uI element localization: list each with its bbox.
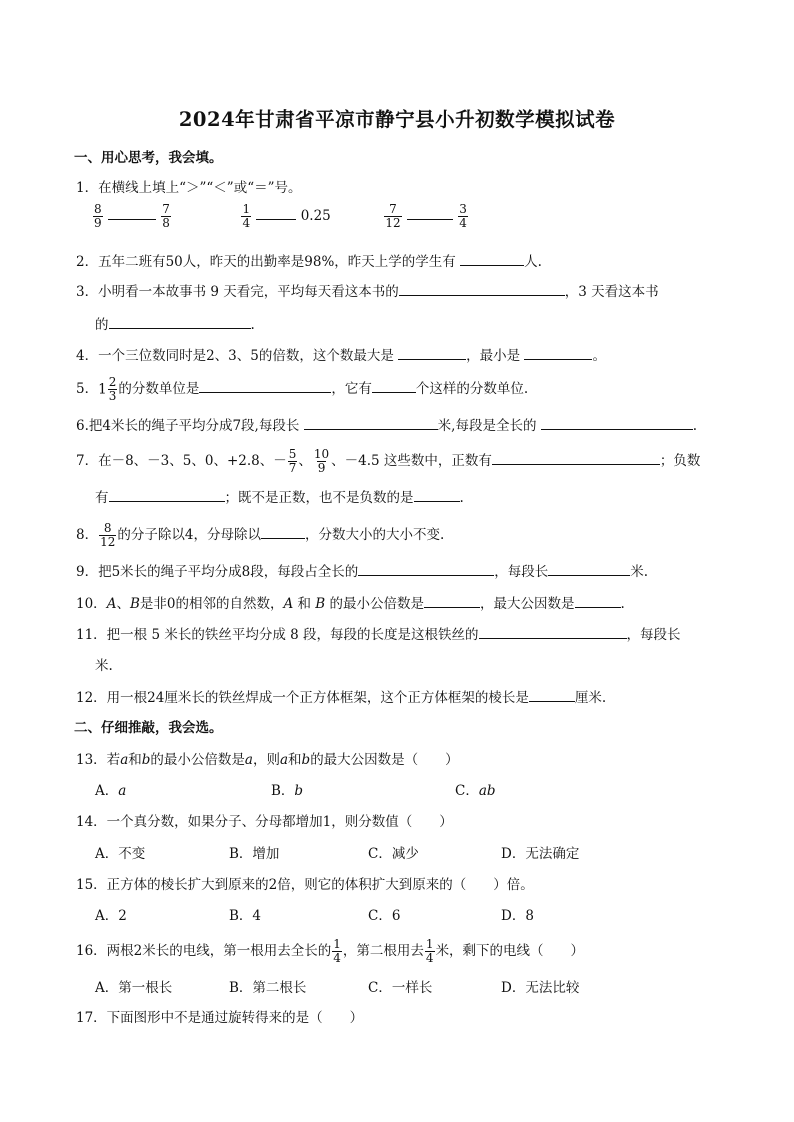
option-a[interactable]: A．2: [95, 908, 127, 924]
answer-blank[interactable]: [424, 594, 480, 608]
answer-blank[interactable]: [108, 206, 156, 220]
answer-blank[interactable]: [399, 282, 565, 296]
question-11: 11．把一根 5 米长的铁丝平均分成 8 段，每段的长度是这根铁丝的 ，每段长: [76, 627, 681, 643]
answer-blank[interactable]: [261, 525, 305, 539]
section-2-heading: 二、仔细推敲，我会选。: [74, 720, 223, 736]
answer-blank[interactable]: [304, 416, 438, 430]
option-b[interactable]: B．b: [271, 783, 304, 799]
answer-blank[interactable]: [199, 379, 331, 393]
answer-blank[interactable]: [492, 451, 660, 465]
answer-blank[interactable]: [398, 346, 466, 360]
option-c[interactable]: C．一样长: [368, 980, 433, 996]
answer-blank[interactable]: [256, 206, 296, 220]
fraction: $\frac{8}{9}$: [94, 202, 102, 230]
answer-blank[interactable]: [358, 562, 494, 576]
answer-blank[interactable]: [414, 488, 460, 502]
option-b[interactable]: B．第二根长: [229, 980, 307, 996]
question-9: 9．把5米长的绳子平均分成8段，每段占全长的 ，每段长 米.: [76, 564, 649, 580]
fraction: $\frac{1}{4}$: [425, 937, 434, 965]
question-13: 13．若a和b的最小公倍数是a，则a和b的最大公因数是（ ）: [76, 752, 459, 768]
fraction: $\frac{1}{4}$: [242, 202, 251, 230]
question-7-cont: 有 ；既不是正数，也不是负数的是 .: [95, 490, 464, 506]
question-7: 7．在－8、－3、5、0、+2.8、－ $\frac{5}{7}$ 、 $\frac{10}{9}$ 、－4.5 这些数中，正数有 ；负数: [76, 447, 701, 475]
question-1-comparisons: [92, 203, 469, 230]
fraction: $\frac{3}{4}$: [459, 202, 467, 230]
question-12: 12．用一根24厘米长的铁丝焊成一个正方体框架，这个正方体框架的棱长是 厘米.: [76, 690, 607, 706]
question-11-cont: 米.: [95, 658, 113, 674]
option-d[interactable]: D．8: [501, 908, 534, 924]
option-a[interactable]: A．不变: [95, 846, 146, 862]
fraction: $\frac{7}{12}$: [385, 202, 401, 230]
fraction: $\frac{7}{8}$: [162, 202, 170, 230]
answer-blank[interactable]: [460, 252, 524, 266]
section-1-heading: 一、用心思考，我会填。: [74, 150, 223, 166]
question-15: 15．正方体的棱长扩大到原来的2倍，则它的体积扩大到原来的（ ）倍。: [76, 877, 534, 893]
option-b[interactable]: B．增加: [229, 846, 280, 862]
answer-blank[interactable]: [109, 315, 251, 329]
question-2: 2．五年二班有50人，昨天的出勤率是98%，昨天上学的学生有 人.: [76, 254, 542, 270]
answer-blank[interactable]: [529, 688, 575, 702]
question-16: 16．两根2米长的电线，第一根用去全长的 $\frac{1}{4}$ ，第二根用去 $\frac{1}{4}$ 米，剩下的电线（ ）: [76, 937, 585, 965]
option-d[interactable]: D．无法确定: [501, 846, 580, 862]
option-a[interactable]: A．第一根长: [95, 980, 173, 996]
answer-blank[interactable]: [479, 625, 627, 639]
question-3-cont: 的 .: [95, 317, 255, 333]
question-17: 17．下面图形中不是通过旋转得来的是（ ）: [76, 1010, 364, 1026]
question-14: 14．一个真分数，如果分子、分母都增加1，则分数值（ ）: [76, 814, 453, 830]
question-1: 1．在横线上填上“＞”“＜”或“＝”号。: [76, 180, 302, 196]
fraction: $\frac{5}{7}$: [288, 447, 297, 475]
option-d[interactable]: D．无法比较: [501, 980, 580, 996]
option-b[interactable]: B．4: [229, 908, 262, 924]
question-8: 8． $\frac{8}{12}$ 的分子除以4，分母除以 ，分数大小的大小不变.: [76, 521, 445, 549]
question-10: 10．A、B是非0的相邻的自然数，A 和 B 的最小公倍数是 ，最大公因数是 .: [76, 596, 625, 612]
answer-blank[interactable]: [575, 594, 621, 608]
answer-blank[interactable]: [548, 562, 630, 576]
fraction: $\frac{8}{12}$: [100, 521, 116, 549]
option-c[interactable]: C．减少: [368, 846, 419, 862]
fraction: $\frac{2}{3}$: [108, 375, 117, 403]
answer-blank[interactable]: [541, 416, 693, 430]
question-4: 4．一个三位数同时是2、3、5的倍数，这个数最大是 ，最小是 。: [76, 348, 606, 364]
answer-blank[interactable]: [407, 206, 453, 220]
exam-title: 2024年甘肃省平凉市静宁县小升初数学模拟试卷: [178, 108, 616, 131]
answer-blank[interactable]: [524, 346, 592, 360]
question-6: 6.把4米长的绳子平均分成7段,每段长 米,每段是全长的 .: [76, 418, 698, 434]
question-5: 5．1 $\frac{2}{3}$ 的分数单位是 ，它有 个这样的分数单位.: [76, 375, 529, 403]
option-c[interactable]: C．ab: [455, 783, 496, 799]
option-c[interactable]: C．6: [368, 908, 401, 924]
option-a[interactable]: A．a: [95, 783, 127, 799]
question-3: 3．小明看一本故事书 9 天看完，平均每天看这本书的 ，3 天看这本书: [76, 284, 659, 300]
answer-blank[interactable]: [372, 379, 416, 393]
answer-blank[interactable]: [109, 488, 225, 502]
fraction: $\frac{1}{4}$: [333, 937, 341, 965]
value: 0.25: [300, 208, 331, 224]
fraction: $\frac{10}{9}$: [313, 447, 330, 475]
